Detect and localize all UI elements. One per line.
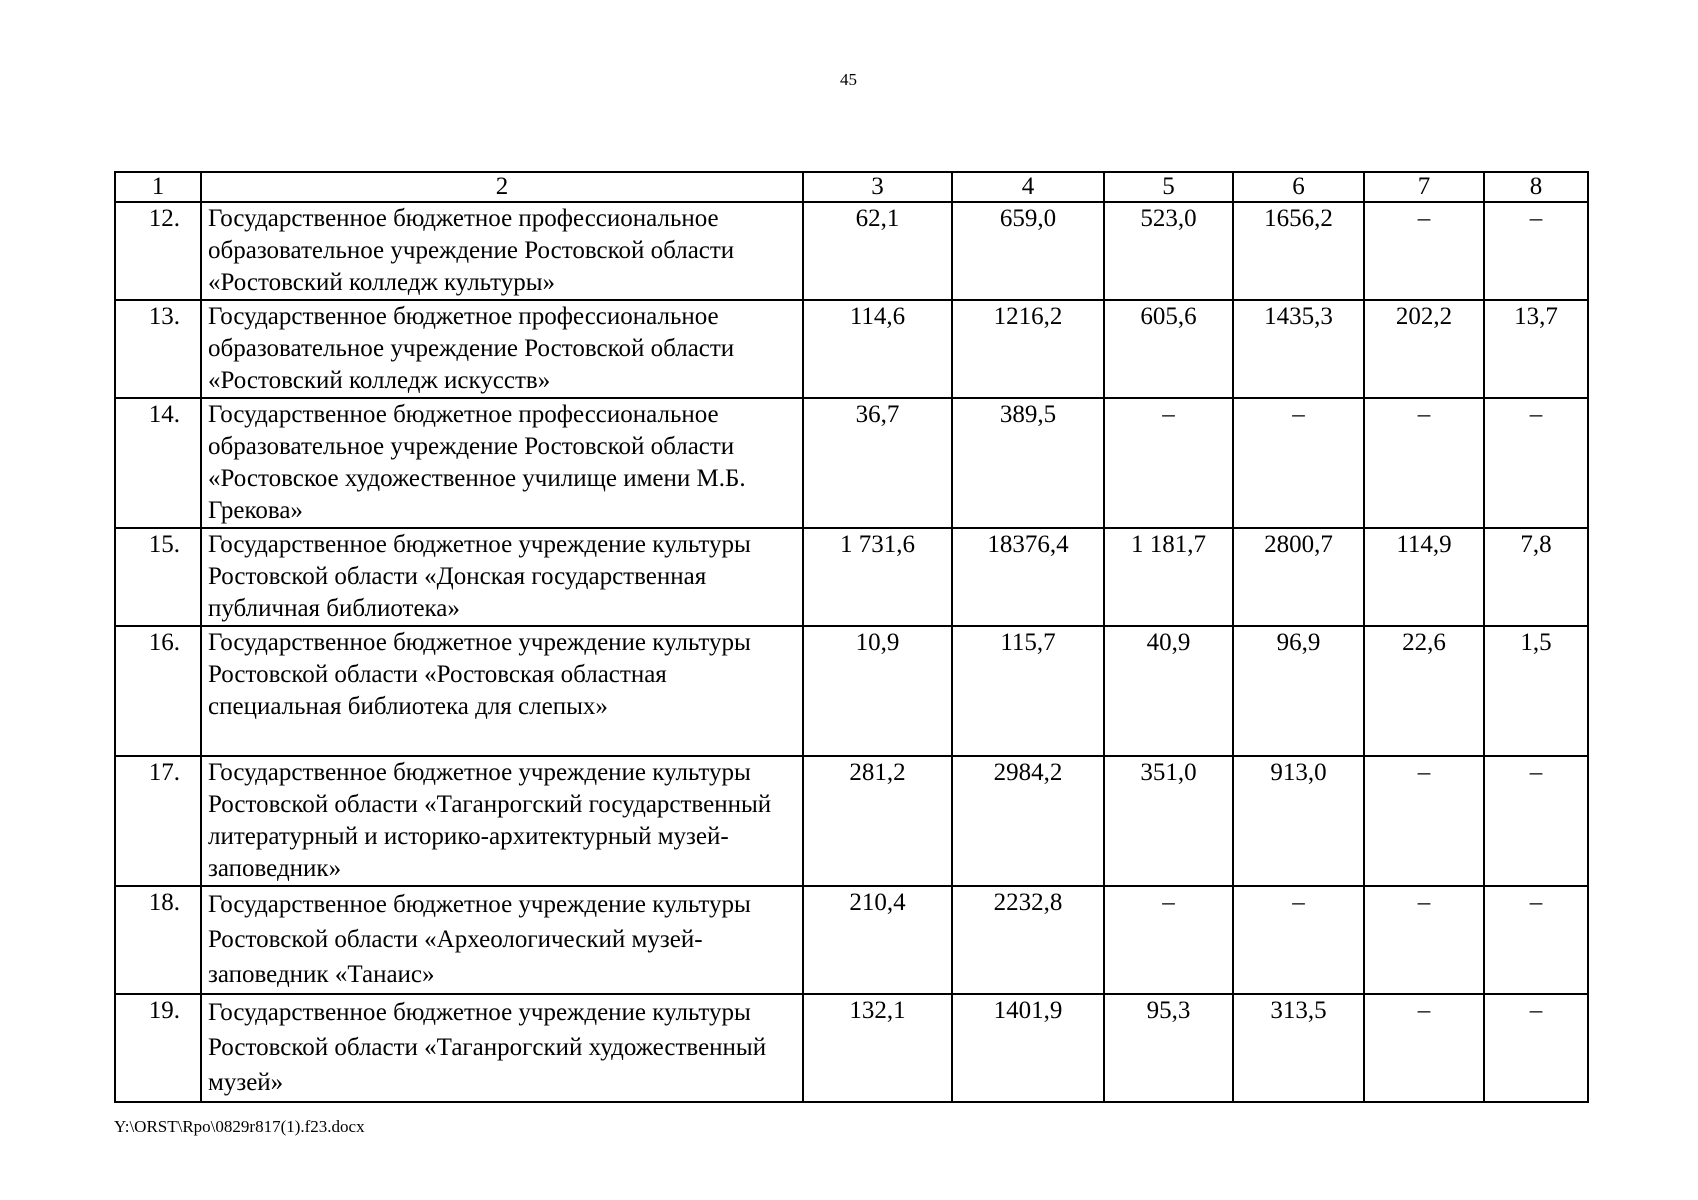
value-cell: 351,0 [1104,756,1233,886]
value-cell: 2800,7 [1233,528,1364,626]
header-cell: 7 [1364,172,1484,202]
row-number: 13. [115,300,201,398]
value-cell: 659,0 [952,202,1104,300]
table-header-row [115,172,1588,202]
value-cell: 389,5 [952,398,1104,528]
row-number: 15. [115,528,201,626]
value-cell: 40,9 [1104,626,1233,756]
table-row [115,994,1588,1102]
value-cell: 605,6 [1104,300,1233,398]
institution-name: Государственное бюджетное профессиональное образовательное учреждение Ростовской области «Ростовское художественное училище имени М.Б. Грекова» [201,398,803,528]
value-cell: 202,2 [1364,300,1484,398]
value-cell: 1656,2 [1233,202,1364,300]
value-cell: 281,2 [803,756,952,886]
row-number: 12. [115,202,201,300]
table-row [115,202,1588,300]
value-cell: 18376,4 [952,528,1104,626]
value-cell: 1401,9 [952,994,1104,1102]
header-cell: 3 [803,172,952,202]
value-cell: 7,8 [1484,528,1588,626]
header-cell: 6 [1233,172,1364,202]
value-cell: 1,5 [1484,626,1588,756]
value-cell: 10,9 [803,626,952,756]
value-cell: 523,0 [1104,202,1233,300]
value-cell: 95,3 [1104,994,1233,1102]
value-cell: 1 181,7 [1104,528,1233,626]
value-cell: – [1364,398,1484,528]
header-cell: 8 [1484,172,1588,202]
value-cell: 62,1 [803,202,952,300]
value-cell: – [1364,756,1484,886]
institution-name: Государственное бюджетное учреждение культуры Ростовской области «Таганрогский художественный музей» [201,994,803,1102]
footer-file-path: Y:\ORST\Rpo\0829r817(1).f23.docx [114,1117,365,1136]
header-cell: 5 [1104,172,1233,202]
value-cell: 913,0 [1233,756,1364,886]
table-row [115,886,1588,994]
value-cell: – [1484,398,1588,528]
value-cell: 313,5 [1233,994,1364,1102]
row-number: 18. [115,886,201,994]
value-cell: 2232,8 [952,886,1104,994]
value-cell: – [1104,886,1233,994]
value-cell: – [1484,994,1588,1102]
value-cell: – [1484,886,1588,994]
value-cell: 1 731,6 [803,528,952,626]
institution-name: Государственное бюджетное учреждение культуры Ростовской области «Таганрогский государственный литературный и историко-архитектурный музей-заповедник» [201,756,803,886]
value-cell: 22,6 [1364,626,1484,756]
institution-name: Государственное бюджетное профессиональное образовательное учреждение Ростовской области «Ростовский колледж культуры» [201,202,803,300]
value-cell: 210,4 [803,886,952,994]
row-number: 17. [115,756,201,886]
value-cell: – [1233,886,1364,994]
value-cell: 132,1 [803,994,952,1102]
table-row [115,300,1588,398]
row-number: 16. [115,626,201,756]
row-number: 19. [115,994,201,1102]
data-table [114,171,1589,1103]
value-cell: 36,7 [803,398,952,528]
value-cell: 115,7 [952,626,1104,756]
table-row [115,756,1588,886]
table-row [115,528,1588,626]
value-cell: – [1364,886,1484,994]
value-cell: – [1364,994,1484,1102]
value-cell: – [1484,202,1588,300]
page-number-text: 45 [840,70,857,89]
institution-name: Государственное бюджетное учреждение культуры Ростовской области «Археологический музей-заповедник «Танаис» [201,886,803,994]
value-cell: 114,6 [803,300,952,398]
value-cell: 13,7 [1484,300,1588,398]
value-cell: 2984,2 [952,756,1104,886]
value-cell: 96,9 [1233,626,1364,756]
institution-name: Государственное бюджетное профессиональное образовательное учреждение Ростовской области «Ростовский колледж искусств» [201,300,803,398]
value-cell: – [1364,202,1484,300]
table-row [115,626,1588,756]
value-cell: 1216,2 [952,300,1104,398]
header-cell: 2 [201,172,803,202]
institution-name: Государственное бюджетное учреждение культуры Ростовской области «Донская государственная публичная библиотека» [201,528,803,626]
value-cell: 114,9 [1364,528,1484,626]
value-cell: – [1484,756,1588,886]
value-cell: 1435,3 [1233,300,1364,398]
institution-name: Государственное бюджетное учреждение культуры Ростовской области «Ростовская областная специальная библиотека для слепых» [201,626,803,756]
value-cell: – [1233,398,1364,528]
table-row [115,398,1588,528]
header-cell: 1 [115,172,201,202]
value-cell: – [1104,398,1233,528]
header-cell: 4 [952,172,1104,202]
row-number: 14. [115,398,201,528]
